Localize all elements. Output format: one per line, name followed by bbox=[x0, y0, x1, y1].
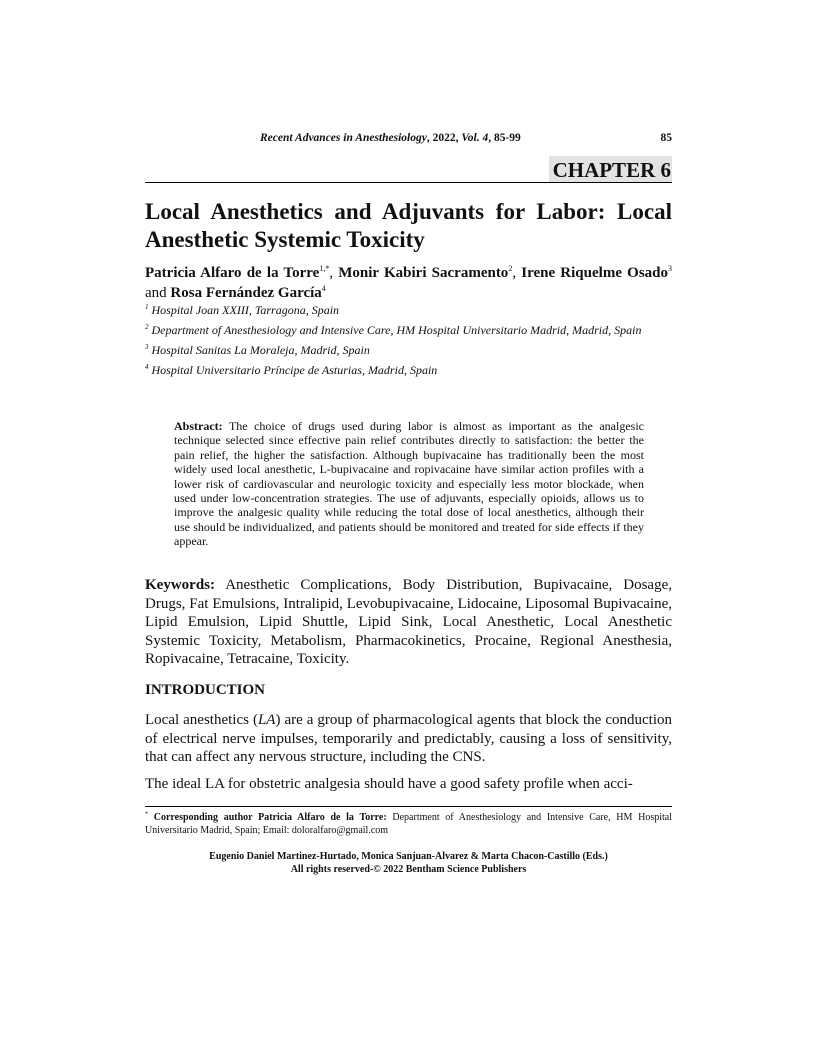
journal-pages: , 85-99 bbox=[488, 132, 521, 144]
editors-credit bbox=[145, 851, 672, 876]
chapter-title: Local Anesthetics and Adjuvants for Labor: Local Anesthetic Systemic Toxicity bbox=[145, 199, 672, 252]
author-affiliation-mark: 1,* bbox=[319, 264, 330, 273]
editors-line: Eugenio Daniel Martinez-Hurtado, Monica Sanjuan-Alvarez & Marta Chacon-Castillo (Eds.) bbox=[209, 851, 608, 862]
journal-volume: Vol. 4 bbox=[461, 132, 489, 144]
author-affiliation-mark: 2 bbox=[508, 264, 513, 273]
affiliation-number: 2 bbox=[145, 323, 149, 331]
keywords bbox=[145, 576, 672, 669]
affiliation-number: 3 bbox=[145, 343, 149, 351]
footnote-rule bbox=[145, 806, 672, 807]
body-paragraph: The ideal LA for obstetric analgesia should have a good safety profile when acci- bbox=[145, 776, 633, 792]
abstract-text: The choice of drugs used during labor is almost as important as the analgesic technique selected since effective pain relief contributes directly to satisfaction: the better the pain relief, the higher the satisfaction. Although bupivacaine has traditionally been the most widely used local anesthetic, L-bupivacaine and ropivacaine have similar action profiles with a lower risk of cardiovascular and neurologic toxicity and especially less motor blockade, when used under low-concentration strategies. The use of adjuvants, especially opioids, allows us to improve the analgesic quality while reducing the total dose of local anesthetics, although their use should be individualized, and patients should be monitored and treated for side effects if they appear. bbox=[174, 419, 644, 549]
affiliation-list bbox=[145, 302, 672, 382]
abstract-label: Abstract: bbox=[174, 419, 223, 433]
affiliation-number: 4 bbox=[145, 363, 149, 371]
footnote bbox=[145, 811, 672, 837]
affiliation bbox=[145, 342, 672, 359]
paragraph-text: Local anesthetics ( bbox=[145, 712, 258, 728]
abbreviation: LA bbox=[257, 712, 276, 728]
author-separator: and bbox=[145, 285, 171, 301]
page-number: 85 bbox=[660, 132, 672, 144]
chapter-label: CHAPTER 6 bbox=[549, 156, 672, 182]
footnote-mark: * bbox=[145, 811, 148, 818]
author-name: Patricia Alfaro de la Torre bbox=[145, 265, 320, 281]
affiliation bbox=[145, 302, 672, 319]
paragraph-text: ) are a group of pharmacological agents that block the conduction of electrical nerve impulses, temporarily and predictably, causing a loss of sensitivity, that can affect any nervous structure, including the CNS. bbox=[145, 712, 672, 765]
author-separator: , bbox=[329, 265, 339, 281]
affiliation-text: Hospital Sanitas La Moraleja, Madrid, Spain bbox=[151, 343, 370, 357]
author-affiliation-mark: 3 bbox=[668, 264, 672, 273]
author-separator: , bbox=[512, 265, 522, 281]
copyright-line: All rights reserved-© 2022 Bentham Science Publishers bbox=[290, 863, 527, 875]
affiliation-text: Department of Anesthesiology and Intensive Care, HM Hospital Universitario Madrid, Madrid, Spain bbox=[151, 323, 642, 337]
section-heading: INTRODUCTION bbox=[145, 682, 266, 698]
journal-name: Recent Advances in Anesthesiology bbox=[260, 132, 427, 144]
footnote-text: Department of Anesthesiology and Intensive Care, HM Hospital Universitario Madrid, Spain; Email: doloralfaro@gmail.com bbox=[145, 812, 673, 836]
affiliation-number: 1 bbox=[145, 303, 149, 311]
body-paragraph bbox=[145, 711, 672, 767]
keywords-text: Anesthetic Complications, Body Distribution, Bupivacaine, Dosage, Drugs, Fat Emulsions, Intralipid, Levobupivacaine, Lidocaine, Liposomal Bupivacaine, Lipid Emulsion, Lipid Shuttle, Lipid Sink, Local Anesthetic, Local Anesthetic Systemic Toxicity, Metabolism, Pharmacokinetics, Procaine, Regional Anesthesia, Ropivacaine, Tetracaine, Toxicity. bbox=[145, 577, 672, 667]
author-list bbox=[145, 263, 672, 303]
running-head bbox=[145, 132, 672, 148]
author-name: Rosa Fernández García bbox=[170, 285, 322, 301]
journal-citation bbox=[260, 132, 521, 144]
author-affiliation-mark: 4 bbox=[321, 284, 326, 293]
author-name: Irene Riquelme Osado bbox=[521, 265, 668, 281]
affiliation bbox=[145, 322, 672, 339]
author-name: Monir Kabiri Sacramento bbox=[338, 265, 509, 281]
abstract bbox=[174, 419, 644, 549]
journal-year: , 2022, bbox=[426, 132, 462, 144]
affiliation-text: Hospital Universitario Príncipe de Asturias, Madrid, Spain bbox=[151, 363, 438, 377]
keywords-label: Keywords: bbox=[145, 577, 215, 593]
footnote-label: Corresponding author Patricia Alfaro de la Torre: bbox=[153, 812, 387, 823]
chapter-rule bbox=[145, 182, 672, 183]
affiliation bbox=[145, 362, 672, 379]
affiliation-text: Hospital Joan XXIII, Tarragona, Spain bbox=[151, 303, 340, 317]
